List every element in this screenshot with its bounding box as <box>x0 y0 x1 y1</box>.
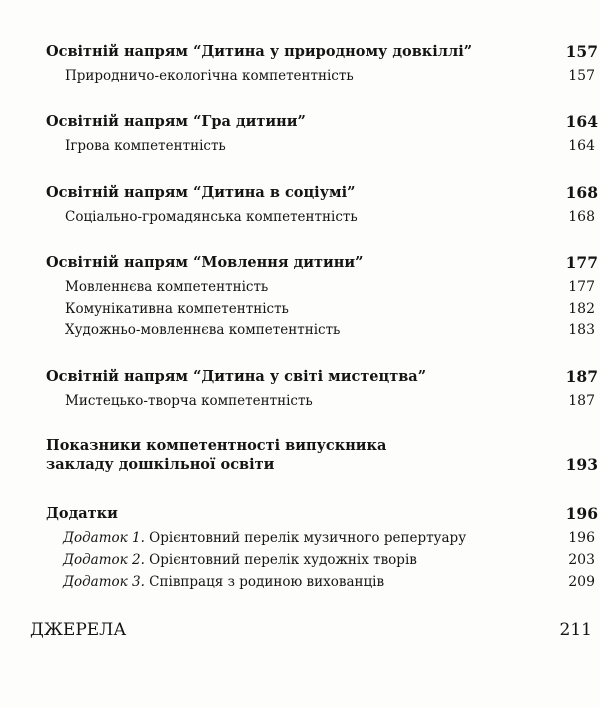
toc-sources[interactable] <box>0 619 600 645</box>
section-title: Освітній напрям “Мовлення дитини” <box>46 254 364 271</box>
item-page: 187 <box>568 393 595 409</box>
toc-section-art[interactable] <box>0 366 600 388</box>
indicators-title-line2: закладу дошкільної освіти <box>46 456 275 473</box>
section-title: Освітній напрям “Дитина у природному довкіллі” <box>46 43 473 60</box>
indicators-title-line1: Показники компетентності випускника <box>46 437 387 454</box>
item-title: Природничо-екологічна компетентність <box>65 68 354 84</box>
item-page: 168 <box>568 209 595 225</box>
item-title: Мистецько-творча компетентність <box>65 393 313 409</box>
appendix-label: Додаток 2. <box>63 552 145 568</box>
section-page: 187 <box>565 367 598 386</box>
section-title: Додатки <box>46 505 118 522</box>
appendix-title: Орієнтовний перелік художніх творів <box>149 552 417 568</box>
section-title: Освітній напрям “Гра дитини” <box>46 113 306 130</box>
item-page: 209 <box>568 574 595 590</box>
item-title: Художньо-мовленнєва компетентність <box>65 322 341 338</box>
toc-item[interactable] <box>0 65 600 87</box>
appendix-label: Додаток 3. <box>63 574 145 590</box>
toc-section-nature[interactable] <box>0 41 600 63</box>
sources-title: ДЖЕРЕЛА <box>30 620 127 640</box>
item-title: Ігрова компетентність <box>65 138 226 154</box>
section-page: 193 <box>565 455 598 474</box>
appendix-title: Орієнтовний перелік музичного репертуару <box>149 530 467 546</box>
section-page: 168 <box>565 183 598 202</box>
toc-section-speech[interactable] <box>0 252 600 274</box>
appendix-title: Співпраця з родиною вихованців <box>149 574 385 590</box>
item-page: 196 <box>568 530 595 546</box>
toc-item[interactable] <box>0 298 600 320</box>
toc-item[interactable] <box>0 206 600 228</box>
toc-section-play[interactable] <box>0 111 600 133</box>
toc-appendix-item[interactable] <box>0 549 600 571</box>
appendix-label: Додаток 1. <box>63 530 145 546</box>
item-page: 183 <box>568 322 595 338</box>
item-title: Мовленнєва компетентність <box>65 279 269 295</box>
toc-section-appendix[interactable] <box>0 503 600 525</box>
item-page: 157 <box>568 68 595 84</box>
appendix-item-text <box>63 527 466 549</box>
item-page: 203 <box>568 552 595 568</box>
toc-section-society[interactable] <box>0 182 600 204</box>
toc-item[interactable] <box>0 390 600 412</box>
toc-item[interactable] <box>0 135 600 157</box>
item-page: 182 <box>568 301 595 317</box>
section-page: 164 <box>565 112 598 131</box>
sources-page: 211 <box>559 620 592 640</box>
section-title: Освітній напрям “Дитина у світі мистецтва” <box>46 368 427 385</box>
item-page: 164 <box>568 138 595 154</box>
appendix-item-text <box>63 549 417 571</box>
appendix-item-text <box>63 571 384 593</box>
section-title: Освітній напрям “Дитина в соціумі” <box>46 184 356 201</box>
item-title: Соціально-громадянська компетентність <box>65 209 358 225</box>
section-page: 157 <box>565 42 598 61</box>
section-page: 177 <box>565 253 598 272</box>
item-title: Комунікативна компетентність <box>65 301 289 317</box>
item-page: 177 <box>568 279 595 295</box>
toc-appendix-item[interactable] <box>0 571 600 593</box>
toc-item[interactable] <box>0 276 600 298</box>
toc-appendix-item[interactable] <box>0 527 600 549</box>
section-page: 196 <box>565 504 598 523</box>
toc-item[interactable] <box>0 319 600 341</box>
toc-section-indicators[interactable] <box>0 436 600 476</box>
